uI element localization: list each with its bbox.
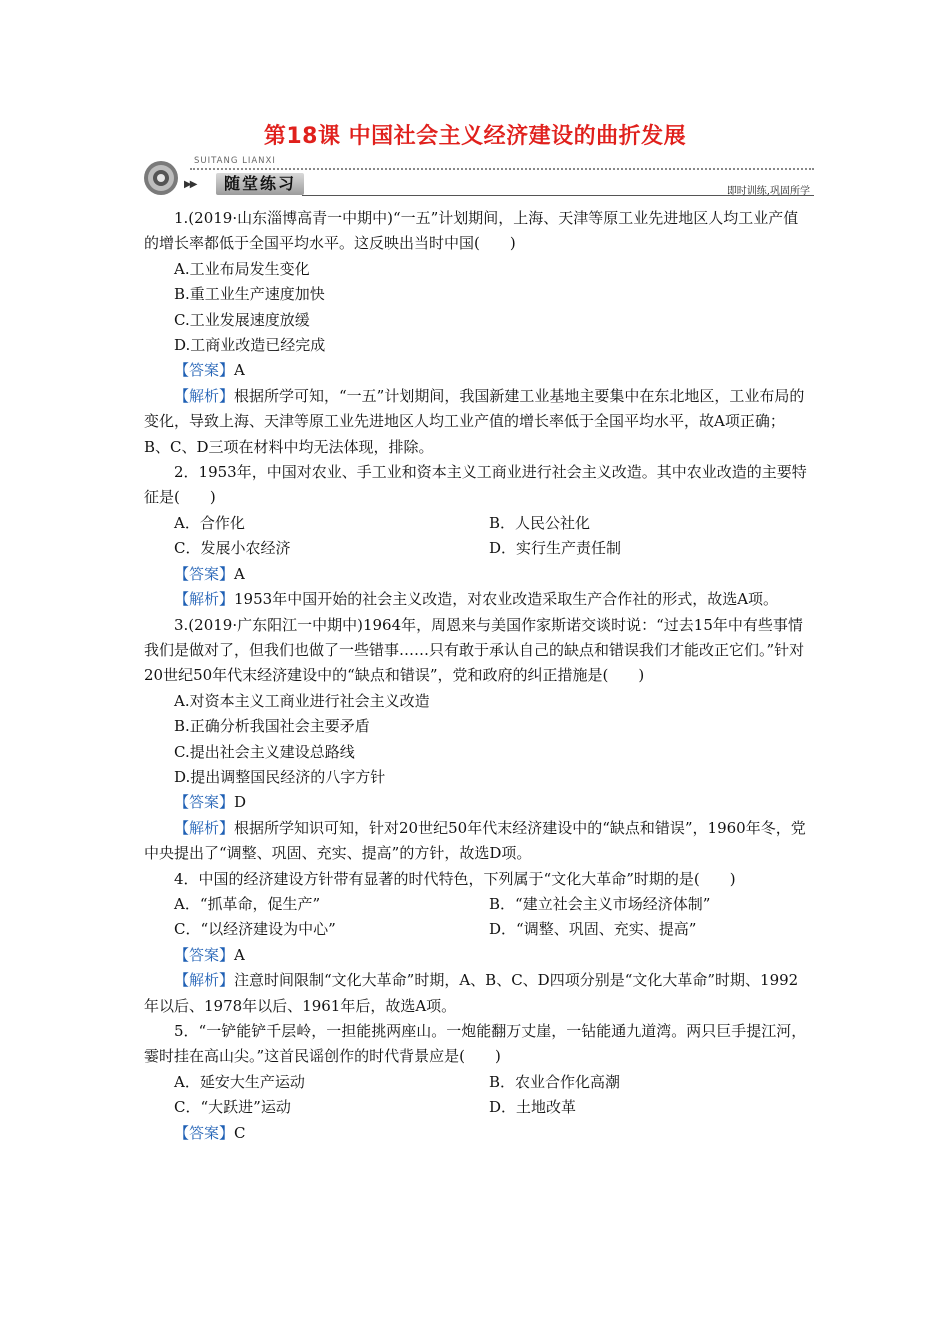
options-row (144, 1095, 810, 1120)
analysis-text: 1953年中国开始的社会主义改造，对农业改造采取生产合作社的形式，故选A项。 (234, 590, 779, 609)
answer-line (144, 790, 810, 815)
option: B．农业合作化高潮 (489, 1072, 621, 1091)
answer-value: A (234, 945, 245, 964)
option: C．“大跃进”运动 (174, 1098, 291, 1117)
option: C.工业发展速度放缓 (174, 310, 310, 329)
option: D．土地改革 (489, 1098, 577, 1117)
option: B．“建立社会主义市场经济体制” (489, 894, 711, 913)
option: A．延安大生产运动 (174, 1072, 305, 1091)
analysis-tag: 【解析】 (174, 971, 235, 990)
analysis-text: 根据所学知识可知，针对20世纪50年代末经济建设中的“缺点和错误”，1960年冬，党中央提出了“调整、巩固、充实、提高”的方针，故选D项。 (144, 818, 806, 863)
option: D．“调整、巩固、充实、提高” (489, 920, 697, 939)
answer-line (144, 358, 810, 383)
question-stem: 4．中国的经济建设方针带有显著的时代特色，下列属于“文化大革命”时期的是( ) (174, 869, 736, 888)
section-pinyin: SUITANG LIANXI (194, 156, 276, 166)
option: A.对资本主义工商业进行社会主义改造 (174, 691, 430, 710)
answer-line (144, 943, 810, 968)
question-stem: 1.(2019·山东淄博高青一中期中)“一五”计划期间，上海、天津等原工业先进地区人均工业产值的增长率都低于全国平均水平。这反映出当时中国( ) (144, 209, 799, 253)
gear-icon (142, 159, 180, 197)
question-stem: 3.(2019·广东阳江一中期中)1964年，周恩来与美国作家斯诺交谈时说：“过去15年中有些事情我们是做对了，但我们也做了一些错事……只有敢于承认自己的缺点和错误我们才能改正它们。”针对20世纪50年代末经济建设中的“缺点和错误”，党和政府的纠正措施是( ) (144, 615, 805, 685)
options-row (144, 917, 810, 942)
option: A.工业布局发生变化 (174, 259, 310, 278)
options-row (144, 892, 810, 917)
option: A．合作化 (174, 513, 245, 532)
answer-value: C (234, 1123, 246, 1142)
answer-tag: 【答案】 (174, 564, 235, 583)
analysis-line (144, 587, 810, 612)
question-stem: 5．“一铲能铲千层岭，一担能挑两座山。一炮能翻万丈崖，一钻能通九道湾。两只巨手提江河，霎时挂在高山尖。”这首民谣创作的时代背景应是( ) (144, 1022, 807, 1066)
option: A．“抓革命，促生产” (174, 894, 321, 913)
analysis-tag: 【解析】 (174, 818, 235, 837)
answer-tag: 【答案】 (174, 945, 235, 964)
section-tagline: 即时训练,巩固所学 (726, 186, 810, 197)
option: B.重工业生产速度加快 (174, 285, 325, 304)
question-stem: 2．1953年，中国对农业、手工业和资本主义工商业进行社会主义改造。其中农业改造的主要特征是( ) (144, 463, 807, 507)
option: B．人民公社化 (489, 513, 591, 532)
option: C．发展小农经济 (174, 539, 291, 558)
answer-line (144, 1121, 810, 1146)
answer-value: A (234, 564, 245, 583)
options-row (144, 536, 810, 561)
answer-value: A (234, 361, 245, 380)
options-row (144, 1070, 810, 1095)
analysis-tag: 【解析】 (174, 386, 235, 405)
answer-tag: 【答案】 (174, 361, 235, 380)
analysis-line (144, 384, 810, 460)
dotted-divider (190, 168, 814, 170)
exercise-content (144, 206, 810, 1146)
option: C.提出社会主义建设总路线 (174, 742, 355, 761)
analysis-line (144, 816, 810, 867)
answer-tag: 【答案】 (174, 793, 235, 812)
option: D.工商业改造已经完成 (174, 336, 326, 355)
answer-tag: 【答案】 (174, 1123, 235, 1142)
section-banner (142, 155, 814, 199)
option: C．“以经济建设为中心” (174, 920, 336, 939)
analysis-text: 注意时间限制“文化大革命”时期，A、B、C、D四项分别是“文化大革命”时期、1992年以后、1978年以后、1961年后，故选A项。 (144, 971, 799, 1015)
page-title: 第18课 中国社会主义经济建设的曲折发展 (263, 124, 687, 149)
options-row (144, 511, 810, 536)
analysis-tag: 【解析】 (174, 590, 235, 609)
double-arrow-icon: ▶▶ (184, 179, 196, 190)
answer-line (144, 562, 810, 587)
analysis-text: 根据所学可知，“一五”计划期间，我国新建工业基地主要集中在东北地区，工业布局的变化，导致上海、天津等原工业先进地区人均工业产值的增长率低于全国平均水平，故A项正确；B、C、D三项在材料中均无法体现，排除。 (144, 386, 805, 456)
answer-value: D (234, 793, 247, 812)
section-label: 随堂练习 (216, 173, 304, 195)
option: D.提出调整国民经济的八字方针 (174, 767, 386, 786)
option: B.正确分析我国社会主要矛盾 (174, 717, 370, 736)
analysis-line (144, 968, 810, 1019)
option: D．实行生产责任制 (489, 539, 622, 558)
